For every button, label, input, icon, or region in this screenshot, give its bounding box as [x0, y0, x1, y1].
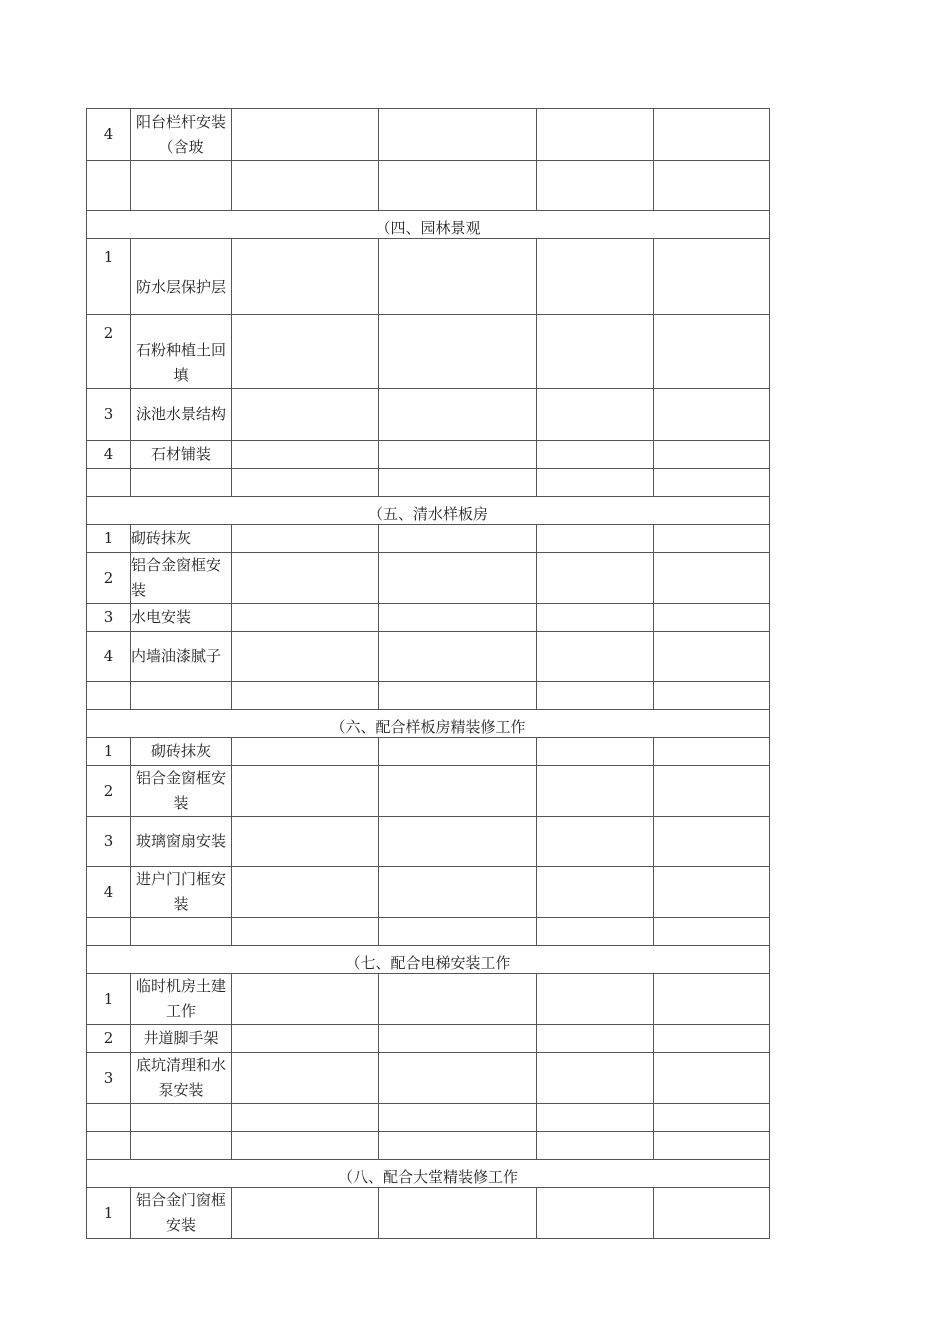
- work-item: [131, 1132, 232, 1160]
- empty-cell: [232, 918, 379, 946]
- work-item: 石材铺装: [131, 441, 232, 469]
- empty-cell: [379, 1104, 537, 1132]
- table-row: [87, 1053, 770, 1104]
- row-number: 1: [87, 1188, 131, 1239]
- section-title: （八、配合大堂精装修工作: [87, 1160, 770, 1188]
- section-header-row: [87, 497, 770, 525]
- empty-cell: [232, 632, 379, 682]
- empty-cell: [379, 974, 537, 1025]
- blank-row: [87, 1104, 770, 1132]
- empty-cell: [537, 1188, 654, 1239]
- row-number: 3: [87, 817, 131, 867]
- empty-cell: [537, 974, 654, 1025]
- row-number: 1: [87, 974, 131, 1025]
- empty-cell: [232, 315, 379, 389]
- empty-cell: [232, 525, 379, 553]
- section-title: （四、园林景观: [87, 211, 770, 239]
- empty-cell: [232, 1053, 379, 1104]
- empty-cell: [379, 918, 537, 946]
- work-item: 铝合金窗框安装: [131, 553, 232, 604]
- empty-cell: [232, 1025, 379, 1053]
- empty-cell: [232, 239, 379, 315]
- empty-cell: [537, 239, 654, 315]
- row-number: 1: [87, 239, 131, 315]
- empty-cell: [232, 441, 379, 469]
- empty-cell: [232, 553, 379, 604]
- empty-cell: [232, 469, 379, 497]
- empty-cell: [537, 738, 654, 766]
- work-item: [131, 1104, 232, 1132]
- empty-cell: [232, 161, 379, 211]
- work-item: 石粉种植土回填: [131, 315, 232, 389]
- empty-cell: [537, 315, 654, 389]
- table-row: [87, 389, 770, 441]
- empty-cell: [537, 682, 654, 710]
- row-number: [87, 161, 131, 211]
- empty-cell: [654, 738, 770, 766]
- row-number: [87, 469, 131, 497]
- table-row: [87, 525, 770, 553]
- empty-cell: [379, 738, 537, 766]
- table-row: [87, 817, 770, 867]
- table-row: [87, 315, 770, 389]
- empty-cell: [537, 1053, 654, 1104]
- empty-cell: [654, 469, 770, 497]
- row-number: 3: [87, 1053, 131, 1104]
- row-number: 3: [87, 389, 131, 441]
- work-item: 铝合金门窗框安装: [131, 1188, 232, 1239]
- empty-cell: [537, 1104, 654, 1132]
- work-item: 进户门门框安装: [131, 867, 232, 918]
- empty-cell: [232, 766, 379, 817]
- work-item: 砌砖抹灰: [131, 738, 232, 766]
- empty-cell: [654, 604, 770, 632]
- empty-cell: [232, 974, 379, 1025]
- work-item: 井道脚手架: [131, 1025, 232, 1053]
- empty-cell: [232, 738, 379, 766]
- empty-cell: [537, 161, 654, 211]
- empty-cell: [537, 817, 654, 867]
- table-row: [87, 553, 770, 604]
- empty-cell: [654, 1053, 770, 1104]
- empty-cell: [537, 389, 654, 441]
- blank-row: [87, 469, 770, 497]
- row-number: 3: [87, 604, 131, 632]
- row-number: 2: [87, 553, 131, 604]
- work-item: 玻璃窗扇安装: [131, 817, 232, 867]
- empty-cell: [654, 553, 770, 604]
- section-header-row: [87, 710, 770, 738]
- work-item: 泳池水景结构: [131, 389, 232, 441]
- empty-cell: [654, 918, 770, 946]
- empty-cell: [379, 766, 537, 817]
- row-number: [87, 1104, 131, 1132]
- row-number: 4: [87, 109, 131, 161]
- work-item: 铝合金窗框安装: [131, 766, 232, 817]
- empty-cell: [654, 1104, 770, 1132]
- row-number: [87, 682, 131, 710]
- row-number: 1: [87, 525, 131, 553]
- empty-cell: [537, 604, 654, 632]
- empty-cell: [379, 389, 537, 441]
- section-title: （五、清水样板房: [87, 497, 770, 525]
- empty-cell: [654, 525, 770, 553]
- work-item: [131, 161, 232, 211]
- empty-cell: [537, 109, 654, 161]
- empty-cell: [654, 682, 770, 710]
- empty-cell: [654, 161, 770, 211]
- table-row: [87, 738, 770, 766]
- empty-cell: [232, 1188, 379, 1239]
- section-title: （六、配合样板房精装修工作: [87, 710, 770, 738]
- empty-cell: [379, 161, 537, 211]
- empty-cell: [537, 525, 654, 553]
- empty-cell: [654, 239, 770, 315]
- work-item: 水电安装: [131, 604, 232, 632]
- empty-cell: [379, 1053, 537, 1104]
- empty-cell: [232, 682, 379, 710]
- row-number: 2: [87, 315, 131, 389]
- empty-cell: [379, 441, 537, 469]
- section-header-row: [87, 946, 770, 974]
- empty-cell: [379, 239, 537, 315]
- empty-cell: [537, 1132, 654, 1160]
- empty-cell: [537, 766, 654, 817]
- empty-cell: [537, 441, 654, 469]
- table-row: [87, 974, 770, 1025]
- empty-cell: [379, 553, 537, 604]
- empty-cell: [654, 1132, 770, 1160]
- empty-cell: [537, 553, 654, 604]
- blank-row: [87, 682, 770, 710]
- empty-cell: [537, 469, 654, 497]
- table-row: [87, 441, 770, 469]
- empty-cell: [232, 109, 379, 161]
- section-header-row: [87, 211, 770, 239]
- empty-cell: [654, 1025, 770, 1053]
- table-row: [87, 1025, 770, 1053]
- empty-cell: [379, 1188, 537, 1239]
- empty-cell: [537, 918, 654, 946]
- section-header-row: [87, 1160, 770, 1188]
- row-number: 4: [87, 867, 131, 918]
- empty-cell: [379, 604, 537, 632]
- work-item: 内墙油漆腻子: [131, 632, 232, 682]
- work-item: 砌砖抹灰: [131, 525, 232, 553]
- empty-cell: [537, 632, 654, 682]
- table-row: [87, 867, 770, 918]
- work-item: 底坑清理和水泵安装: [131, 1053, 232, 1104]
- empty-cell: [654, 389, 770, 441]
- empty-cell: [232, 1104, 379, 1132]
- empty-cell: [379, 315, 537, 389]
- row-number: 4: [87, 441, 131, 469]
- table-row: [87, 604, 770, 632]
- empty-cell: [379, 1025, 537, 1053]
- empty-cell: [654, 315, 770, 389]
- empty-cell: [379, 109, 537, 161]
- empty-cell: [232, 389, 379, 441]
- table-row: [87, 632, 770, 682]
- empty-cell: [654, 632, 770, 682]
- empty-cell: [654, 441, 770, 469]
- empty-cell: [537, 867, 654, 918]
- row-number: 1: [87, 738, 131, 766]
- empty-cell: [232, 867, 379, 918]
- empty-cell: [654, 1188, 770, 1239]
- work-item: 阳台栏杆安装（含玻: [131, 109, 232, 161]
- empty-cell: [379, 1132, 537, 1160]
- empty-cell: [379, 817, 537, 867]
- empty-cell: [232, 604, 379, 632]
- row-number: 4: [87, 632, 131, 682]
- blank-row: [87, 918, 770, 946]
- row-number: 2: [87, 766, 131, 817]
- work-item: [131, 469, 232, 497]
- empty-cell: [379, 632, 537, 682]
- empty-cell: [379, 469, 537, 497]
- empty-cell: [654, 817, 770, 867]
- row-number: [87, 918, 131, 946]
- section-title: （七、配合电梯安装工作: [87, 946, 770, 974]
- empty-cell: [232, 817, 379, 867]
- table-row: [87, 1188, 770, 1239]
- empty-cell: [379, 867, 537, 918]
- row-number: [87, 1132, 131, 1160]
- table-row: [87, 766, 770, 817]
- empty-cell: [232, 1132, 379, 1160]
- blank-row: [87, 1132, 770, 1160]
- empty-cell: [537, 1025, 654, 1053]
- work-item: [131, 918, 232, 946]
- empty-cell: [654, 867, 770, 918]
- empty-cell: [654, 974, 770, 1025]
- work-schedule-table: [86, 108, 770, 1239]
- row-number: 2: [87, 1025, 131, 1053]
- work-item: [131, 682, 232, 710]
- table-body: [87, 109, 770, 1239]
- blank-row: [87, 161, 770, 211]
- empty-cell: [654, 109, 770, 161]
- work-item: 临时机房土建工作: [131, 974, 232, 1025]
- table-row: [87, 109, 770, 161]
- empty-cell: [379, 682, 537, 710]
- empty-cell: [654, 766, 770, 817]
- table-row: [87, 239, 770, 315]
- empty-cell: [379, 525, 537, 553]
- work-item: 防水层保护层: [131, 239, 232, 315]
